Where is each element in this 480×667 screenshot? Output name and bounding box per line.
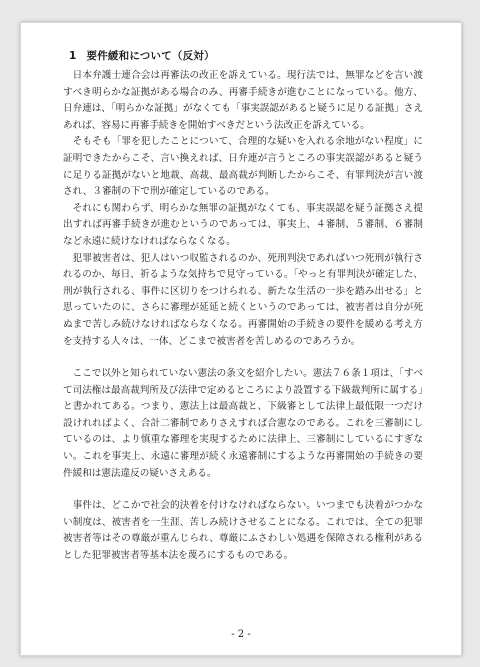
page-number: - 2 - xyxy=(231,629,251,640)
page-content xyxy=(63,49,423,565)
paragraph-gap xyxy=(63,482,423,498)
paragraph-3: それにも関わらず、明らかな無罪の証拠がなくても、事実誤認を疑う証拠さえ提出すれば再審手続きが進むというのであっては、事実上、４審制、５審制、６審制など永遠に続けなければならなくなる。 xyxy=(63,202,423,247)
paragraph-6: 事件は、どこかで社会的決着を付けなければならない。いつまでも決着がつかない制度は、被害者を一生涯、苦しみ続けさせることになる。これでは、全ての犯罪被害者等はその尊厳が重んじられ、尊厳にふさわしい処遇を保障される権利があるとした犯罪被害者等基本法を蔑ろにするものである。 xyxy=(63,500,423,562)
paragraph-2: そもそも「罪を犯したことについて、合理的な疑いを入れる余地がない程度」に証明できたからこそ、言い換えれば、日弁連が言うところの事実誤認があると疑うに足りる証拠がないと地裁、高裁、最高裁が判断したからこそ、有罪判決が言い渡され、３審制の下で刑が確定しているのである。 xyxy=(63,136,423,198)
section-title: 要件緩和について（反対） xyxy=(86,50,215,62)
paragraph-5: ここで以外と知られていない憲法の条文を紹介したい。憲法７６条１項は、「すべて司法権は最高裁判所及び法律で定めるところにより設置する下級裁判所に属する」と書かれてある。つまり、憲法上は最高裁と、下級審として法律上最低限一つだけ設けれればよく、合計二審制でありさえすれば合憲なのである。これを三審制にしているのは、より慎重な審理を実現するために法律上、三審制にしているにすぎない。これを事実上、永遠に審理が続く永遠審制にするような再審開始の手続きの要件緩和は憲法違反の疑いさえある。 xyxy=(63,368,423,479)
document-page xyxy=(20,22,462,656)
paragraph-4: 犯罪被害者は、犯人はいつ収監されるのか、死刑判決であればいつ死刑が執行されるのか、毎日、祈るような気持ちで見守っている。「やっと有罪判決が確定した、刑が執行される、事件に区切りをつけられる、新たな生活の一歩を踏み出せる」と思っていたのに、さらに審理が延延と続くというのであっては、被害者は自分が死ぬまで苦しみ続けなければならなくなる。再審開始の手続きの要件を緩める考え方を支持する人々は、一体、どこまで被害者を苦しめるのであろうか。 xyxy=(63,252,423,347)
paragraph-1: 日本弁護士連合会は再審法の改正を訴えている。現行法では、無罪などを言い渡すべき明らかな証拠がある場合のみ、再審手続きが進むことになっている。他方、日弁連は、「明らかな証拠」がなくても「事実誤認があると疑うに足りる証拠」さえあれば、容易に再審手続きを開始すべきだという法改正を訴えている。 xyxy=(63,70,423,131)
section-heading xyxy=(69,49,423,64)
section-number: 1 xyxy=(69,50,77,62)
paragraph-gap xyxy=(63,350,423,366)
